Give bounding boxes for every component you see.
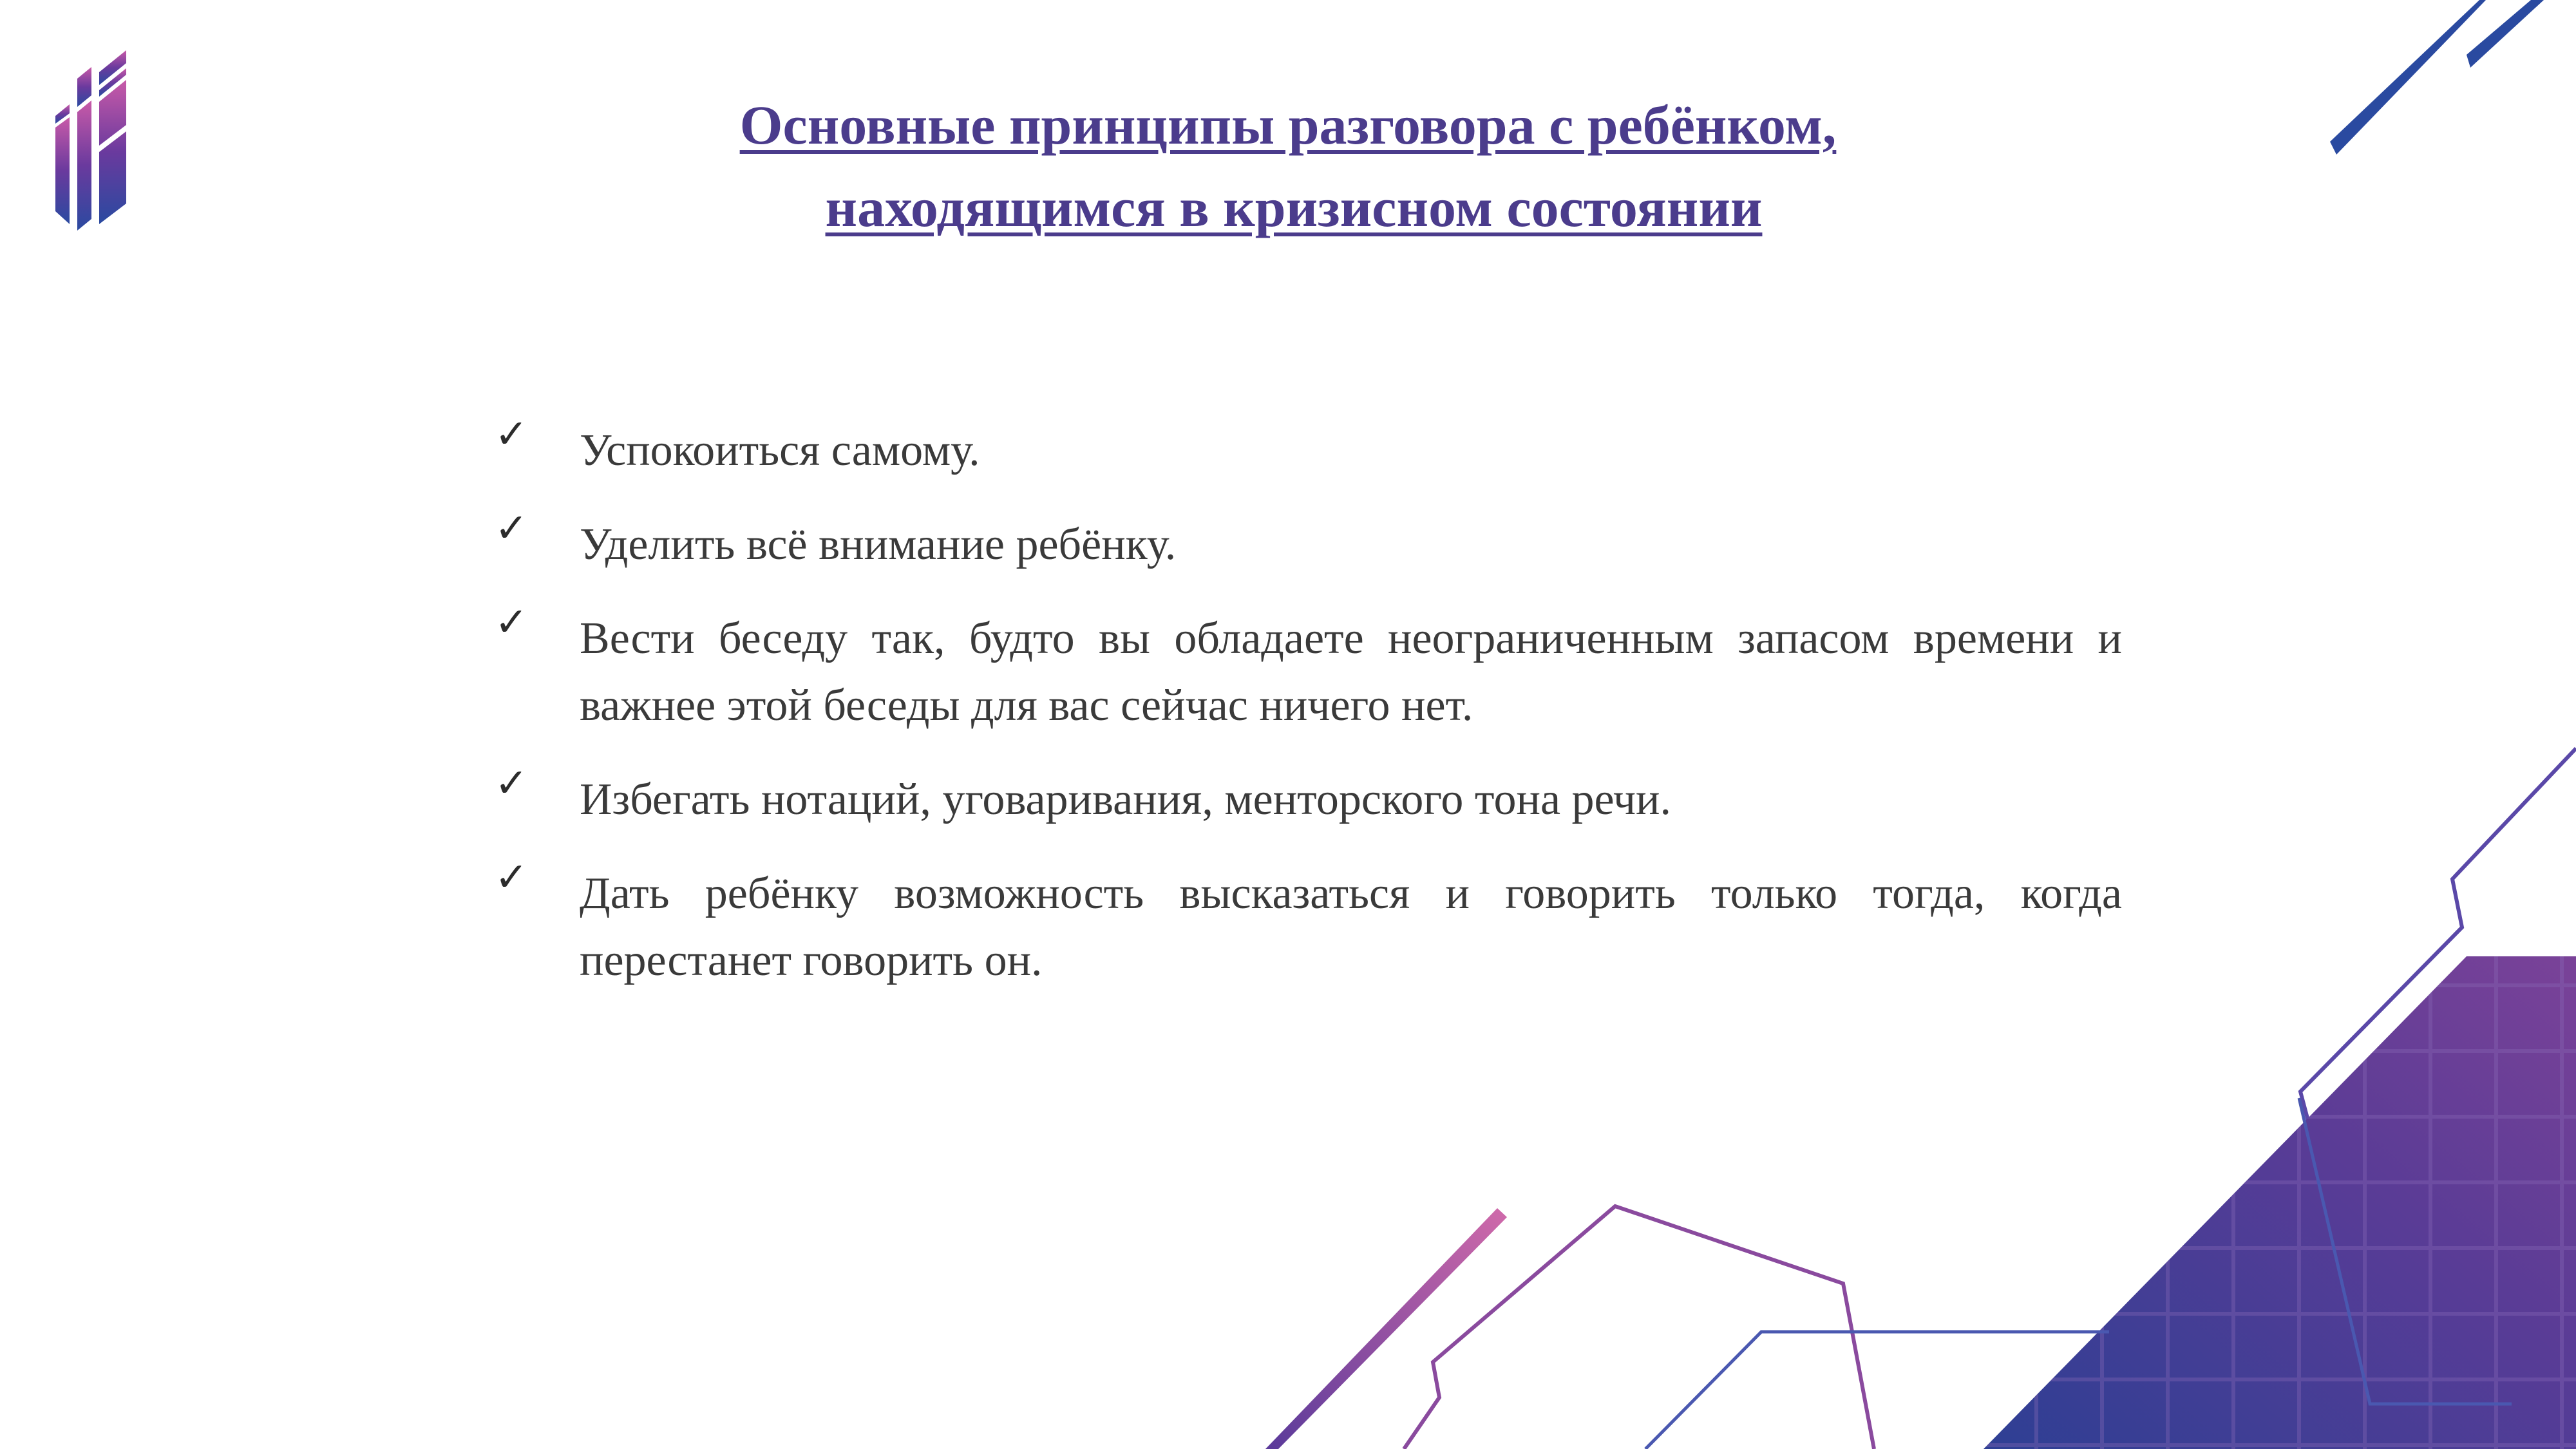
checkmark-icon: ✓ <box>495 598 528 645</box>
right-edge-line <box>2300 748 2576 1159</box>
principles-list <box>495 410 2122 1021</box>
list-item <box>495 504 2122 578</box>
checkmark-icon: ✓ <box>495 759 528 806</box>
list-item <box>495 410 2122 484</box>
list-item-text: Вести беседу так, будто вы обладаете неограниченным запасом времени и важнее этой беседы для вас сейчас ничего нет. <box>580 614 2122 730</box>
list-item <box>495 598 2122 739</box>
top-right-stripe <box>2330 0 2486 155</box>
list-item-text: Успокоиться самому. <box>580 426 980 475</box>
bottom-line-purple <box>1404 1206 1874 1449</box>
title-line-1: Основные принципы разговора с ребёнком, <box>739 94 1837 156</box>
bottom-line-blue <box>1645 1332 2109 1449</box>
title-line-2: находящимся в кризисном состоянии <box>825 176 1763 238</box>
list-item-text: Уделить всё внимание ребёнку. <box>580 520 1177 569</box>
list-item <box>495 853 2122 994</box>
organization-logo <box>52 50 135 231</box>
list-item-text: Избегать нотаций, уговаривания, менторского тона речи. <box>580 775 1672 824</box>
top-right-stripe-small <box>2467 0 2544 68</box>
checkmark-icon: ✓ <box>495 504 528 551</box>
checkmark-icon: ✓ <box>495 410 528 457</box>
slide-title <box>644 84 1932 249</box>
bottom-pink-stripe <box>1265 1208 1507 1449</box>
panel-inner-line <box>2299 1098 2512 1404</box>
bottom-right-panel <box>1984 956 2576 1449</box>
list-item <box>495 759 2122 833</box>
checkmark-icon: ✓ <box>495 853 528 900</box>
list-item-text: Дать ребёнку возможность высказаться и говорить только тогда, когда перестанет говорить он. <box>580 869 2122 985</box>
